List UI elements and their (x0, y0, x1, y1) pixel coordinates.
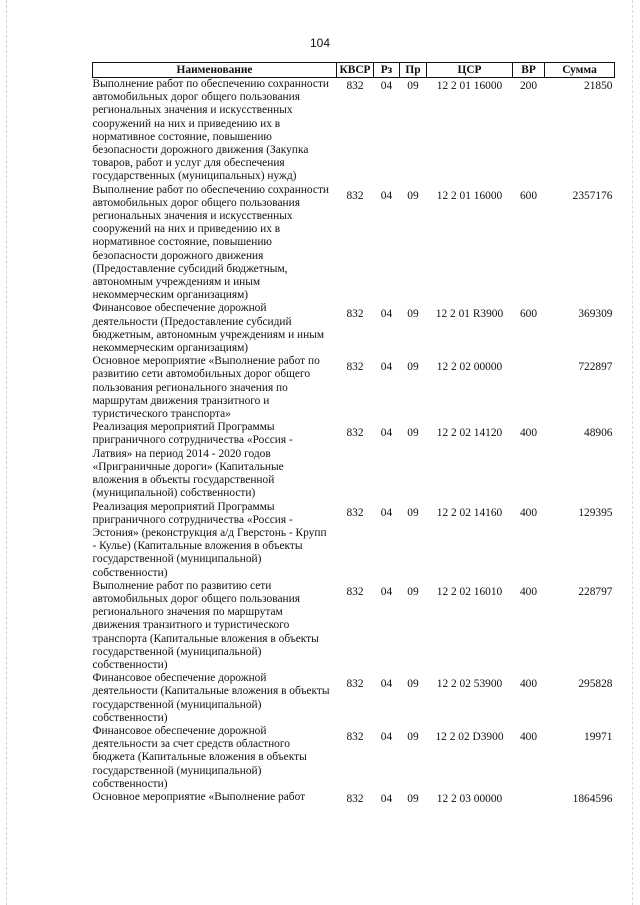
row-kvsr: 832 (346, 308, 364, 321)
row-name: Реализация мероприятий Программы приграничного сотрудничества «Россия - Эстония» (реконструкция а/д Гверстонь - Крупп - Кулье) (Капитальные вложения в объекты государственной (муниципальной) собственности) (92, 500, 327, 579)
row-rz: 04 (380, 678, 393, 691)
row-pr: 09 (407, 506, 419, 519)
row-sum: 369309 (578, 308, 613, 321)
row-name: Основное мероприятие «Выполнение работ по развитию сети автомобильных дорог общего пользования регионального значения по маршрутам движения транзитного и туристического транспорта» (92, 355, 320, 421)
header-kvsr: КВСР (337, 63, 374, 78)
row-kvsr: 832 (346, 585, 364, 598)
header-sum: Сумма (545, 63, 615, 78)
row-vr: 600 (519, 308, 538, 321)
table-row (93, 501, 615, 580)
row-sum: 228797 (578, 585, 613, 598)
table-row (93, 725, 615, 791)
row-vr: 400 (519, 730, 538, 743)
table-row (93, 78, 615, 184)
row-vr (513, 355, 545, 421)
row-vr: 400 (519, 678, 538, 691)
row-kvsr: 832 (346, 427, 364, 440)
row-csr: 12 2 03 00000 (436, 792, 503, 805)
row-rz: 04 (380, 506, 393, 519)
table-row (93, 184, 615, 303)
row-vr (513, 791, 545, 806)
row-sum: 129395 (578, 506, 613, 519)
row-pr: 09 (407, 730, 419, 743)
row-name: Выполнение работ по обеспечению сохранности автомобильных дорог общего пользования региональных значения и искусственных сооружений на них и приведению их в нормативное состояние, повышению безопасности дорожного движения (Закупка товаров, работ и услуг для обеспечения государственных (муниципальных) нужд) (92, 78, 330, 183)
budget-table (92, 62, 615, 806)
row-sum: 21850 (584, 80, 613, 92)
header-row (93, 63, 615, 78)
row-pr: 09 (407, 80, 419, 92)
row-kvsr: 832 (346, 80, 364, 92)
row-name: Финансовое обеспечение дорожной деятельности за счет средств областного бюджета (Капитальные вложения в объекты государственной (муниципальной) собственности) (92, 724, 307, 790)
row-kvsr: 832 (346, 678, 364, 691)
row-csr: 12 2 02 00000 (436, 361, 503, 374)
row-vr: 600 (519, 189, 538, 202)
row-csr: 12 2 02 14160 (436, 506, 503, 519)
scan-edge-left (6, 0, 7, 905)
row-pr: 09 (407, 585, 419, 598)
row-csr: 12 2 01 16000 (436, 80, 503, 92)
row-csr: 12 2 02 14120 (436, 427, 503, 440)
row-rz: 04 (380, 730, 393, 743)
row-vr: 200 (519, 80, 538, 92)
scan-edge-right (632, 0, 633, 905)
row-vr: 400 (519, 506, 538, 519)
row-kvsr: 832 (346, 506, 364, 519)
row-rz: 04 (380, 585, 393, 598)
row-name: Финансовое обеспечение дорожной деятельности (Предоставление субсидий бюджетным, автономным учреждениям и иным некоммерческим организациям) (92, 302, 325, 355)
row-pr: 09 (407, 678, 419, 691)
row-csr: 12 2 01 R3900 (435, 308, 504, 321)
row-csr: 12 2 02 D3900 (435, 730, 504, 743)
row-rz: 04 (380, 361, 393, 374)
row-name: Основное мероприятие «Выполнение работ (92, 790, 306, 803)
row-vr: 400 (519, 585, 538, 598)
row-kvsr: 832 (346, 730, 364, 743)
table-row (93, 421, 615, 500)
table-header (93, 63, 615, 78)
row-pr: 09 (407, 792, 419, 805)
row-kvsr: 832 (346, 361, 364, 374)
row-csr: 12 2 02 53900 (436, 678, 503, 691)
row-rz: 04 (380, 792, 393, 805)
row-pr: 09 (407, 361, 419, 374)
row-csr: 12 2 02 16010 (436, 585, 503, 598)
header-name: Наименование (93, 63, 337, 78)
row-name: Выполнение работ по обеспечению сохранности автомобильных дорог общего пользования региональных значения и искусственных сооружений на них и приведению их в нормативное состояние, повышению безопасности дорожного движения (Предоставление субсидий бюджетным, автономным учреждениям и иным некоммерческим организациям) (92, 183, 330, 302)
row-name: Реализация мероприятий Программы приграничного сотрудничества «Россия - Латвия» на период 2014 - 2020 годов «Приграничные дороги» (Капитальные вложения в объекты государственной (муниципальной) собственности) (92, 421, 293, 500)
page-number: 104 (309, 36, 331, 50)
row-vr: 400 (519, 427, 538, 440)
row-rz: 04 (380, 427, 393, 440)
table-row (93, 302, 615, 355)
header-vr: ВР (513, 63, 545, 78)
row-name: Выполнение работ по развитию сети автомобильных дорог общего пользования регионального значения по маршрутам движения транзитного и туристического транспорта (Капитальные вложения в объекты государственной (муниципальной) собственности) (92, 579, 319, 671)
row-rz: 04 (380, 80, 393, 92)
row-name: Финансовое обеспечение дорожной деятельности (Капитальные вложения в объекты государственной (муниципальной) собственности) (92, 672, 330, 724)
row-sum: 722897 (578, 361, 613, 374)
row-rz: 04 (380, 308, 393, 321)
header-rz: Рз (374, 63, 400, 78)
row-pr: 09 (407, 427, 419, 440)
row-pr: 09 (407, 308, 419, 321)
table-row (93, 672, 615, 725)
header-pr: Пр (400, 63, 427, 78)
table-row (93, 791, 615, 806)
header-csr: ЦСР (427, 63, 513, 78)
row-sum: 1864596 (572, 792, 613, 805)
table-row (93, 355, 615, 421)
row-rz: 04 (380, 189, 393, 202)
row-kvsr: 832 (346, 189, 364, 202)
row-sum: 19971 (584, 730, 613, 743)
row-sum: 295828 (578, 678, 613, 691)
table-body (93, 78, 615, 807)
row-sum: 2357176 (572, 189, 613, 202)
row-sum: 48906 (584, 427, 613, 440)
row-pr: 09 (407, 189, 419, 202)
table-row (93, 580, 615, 672)
row-csr: 12 2 01 16000 (436, 189, 503, 202)
row-kvsr: 832 (346, 792, 364, 805)
